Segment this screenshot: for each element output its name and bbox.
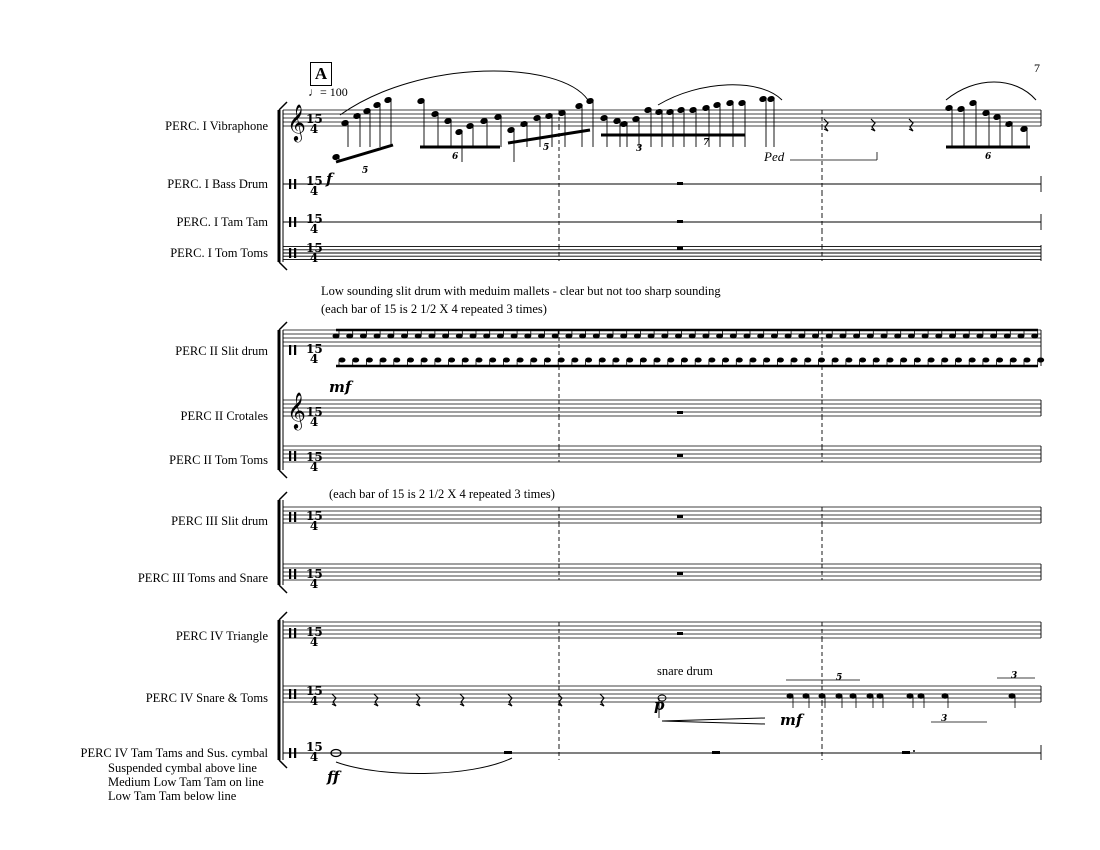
whole-rest [712, 751, 720, 754]
beam [508, 130, 590, 143]
notehead [484, 334, 490, 338]
tie [336, 758, 512, 774]
tuplet-number: 5 [543, 143, 550, 153]
percussion-clef-icon [289, 512, 291, 522]
notehead [785, 334, 791, 338]
time-sig-bass-drum: 15 4 [306, 174, 323, 198]
notehead [497, 334, 503, 338]
notehead [805, 358, 811, 362]
notehead [613, 358, 619, 362]
notehead [764, 358, 770, 362]
notehead [873, 358, 879, 362]
tuplet-number: 5 [362, 166, 369, 176]
time-sig-tam-tam: 15 4 [306, 212, 323, 236]
repeat-note-perc3: (each bar of 15 is 2 1/2 X 4 repeated 3 times) [329, 487, 555, 501]
notehead [867, 334, 873, 338]
notehead [1032, 334, 1038, 338]
slur [946, 82, 1036, 100]
notehead [539, 334, 545, 338]
label-perc2-crotales: PERC II Crotales [180, 409, 268, 423]
notehead [360, 334, 366, 338]
slur [658, 85, 782, 105]
notehead [997, 358, 1003, 362]
bracket-hook [279, 470, 287, 478]
notehead [907, 694, 913, 698]
notehead [634, 334, 640, 338]
staff-lines [283, 110, 1041, 702]
notehead [956, 358, 962, 362]
percussion-clef-icon [289, 748, 291, 758]
notehead [936, 334, 942, 338]
notehead [456, 334, 462, 338]
notehead [640, 358, 646, 362]
notehead [942, 694, 948, 698]
notehead [832, 358, 838, 362]
notehead [374, 334, 380, 338]
slit-drum-instruction: Low sounding slit drum with meduim mallets - clear but not too sharp sounding [321, 284, 721, 298]
quarter-rest [600, 694, 604, 706]
whole-rest [902, 751, 910, 754]
notehead [689, 334, 695, 338]
notehead [462, 358, 468, 362]
dynamic-mf-snare: mf [780, 711, 803, 729]
notehead [854, 334, 860, 338]
rehearsal-mark: A [310, 62, 332, 86]
notehead [887, 358, 893, 362]
percussion-clef-icon [289, 248, 291, 258]
notehead [813, 334, 819, 338]
notehead [717, 334, 723, 338]
bracket-hook [279, 322, 287, 330]
percussion-clef-icon [294, 217, 296, 227]
notehead [750, 358, 756, 362]
dynamic-mf-slit: mf [329, 378, 352, 396]
repeat-note-perc2: (each bar of 15 is 2 1/2 X 4 repeated 3 times) [321, 302, 547, 316]
notehead [908, 334, 914, 338]
notehead [840, 334, 846, 338]
sublabel-medium-tamtam: Medium Low Tam Tam on line [108, 775, 264, 789]
notehead [901, 358, 907, 362]
tuplet-number: 7 [703, 138, 710, 148]
label-perc1-vibraphone: PERC. I Vibraphone [165, 119, 268, 133]
notehead [511, 334, 517, 338]
notehead [490, 358, 496, 362]
notehead [545, 358, 551, 362]
tuplet-number: 5 [836, 673, 843, 683]
dynamic-p: p [654, 696, 665, 714]
label-perc3-toms-snare: PERC III Toms and Snare [137, 571, 268, 585]
bracket-hook [279, 585, 287, 593]
tempo-marking [308, 85, 348, 100]
label-perc4-snare-toms: PERC IV Snare & Toms [145, 691, 268, 705]
perc4-sublabels [108, 761, 264, 803]
tuplet-number: 3 [636, 144, 643, 154]
whole-rest [677, 182, 683, 185]
notehead [380, 358, 386, 362]
notehead [572, 358, 578, 362]
snare-drum-label: snare drum [657, 664, 713, 678]
notehead [654, 358, 660, 362]
quarter-rest [909, 119, 913, 131]
percussion-clef-icon [294, 628, 296, 638]
notehead [1004, 334, 1010, 338]
notehead [819, 358, 825, 362]
notehead [394, 358, 400, 362]
notehead [470, 334, 476, 338]
notehead [895, 334, 901, 338]
label-perc1-tom-toms: PERC. I Tom Toms [170, 246, 268, 260]
treble-clef-icon: 𝄞 [287, 391, 306, 429]
treble-clef-icon: 𝄞 [287, 103, 306, 141]
notehead [877, 694, 883, 698]
notehead [991, 334, 997, 338]
sublabel-low-tamtam: Low Tam Tam below line [108, 789, 237, 803]
notehead [415, 334, 421, 338]
label-perc3-slit-drum: PERC III Slit drum [171, 514, 268, 528]
percussion-clef-icon [289, 179, 291, 189]
whole-rest [677, 411, 683, 414]
notehead [803, 694, 809, 698]
notehead [918, 694, 924, 698]
quarter-rest [332, 694, 336, 706]
slur [340, 71, 588, 115]
time-sig-slit-drum-3: 15 4 [306, 509, 323, 533]
notehead [983, 358, 989, 362]
percussion-clef-icon [294, 512, 296, 522]
notehead [347, 334, 353, 338]
label-perc4-triangle: PERC IV Triangle [175, 629, 268, 643]
time-sig-snare-toms-4: 15 4 [306, 684, 323, 708]
dynamic-f: f [326, 170, 333, 188]
tuplet-number: 3 [1011, 671, 1018, 681]
notehead [846, 358, 852, 362]
notehead [476, 358, 482, 362]
quarter-rest [508, 694, 512, 706]
notehead [580, 334, 586, 338]
pedal-marking: Ped [764, 149, 785, 164]
notehead [558, 358, 564, 362]
notehead [621, 334, 627, 338]
quarter-note-icon: ♩ [308, 85, 320, 99]
notehead [503, 358, 509, 362]
clefs [287, 103, 306, 758]
tuplet-number: 6 [985, 152, 992, 162]
vibraphone-notes [332, 96, 1030, 162]
label-perc1-bass-drum: PERC. I Bass Drum [167, 177, 268, 191]
time-sig-tom-toms: 15 4 [306, 241, 323, 265]
notehead [1024, 358, 1030, 362]
percussion-clef-icon [294, 179, 296, 189]
time-sig-tamtams: 15 4 [306, 740, 323, 764]
quarter-rest [871, 119, 875, 131]
dot [913, 750, 915, 752]
notehead [963, 334, 969, 338]
percussion-clef-icon [289, 628, 291, 638]
tuplet-number: 6 [452, 152, 459, 162]
quarter-rest [824, 119, 828, 131]
whole-rest [677, 632, 683, 635]
quarter-rest [416, 694, 420, 706]
notehead [860, 358, 866, 362]
whole-rest [504, 751, 512, 754]
notehead [850, 694, 856, 698]
percussion-clef-icon [289, 217, 291, 227]
label-perc2-slit-drum: PERC II Slit drum [175, 344, 268, 358]
notehead [627, 358, 633, 362]
bracket-hook [279, 612, 287, 620]
notehead [730, 334, 736, 338]
notehead [435, 358, 441, 362]
label-perc2-tom-toms: PERC II Tom Toms [169, 453, 268, 467]
percussion-clef-icon [289, 451, 291, 461]
dynamic-ff: ff [327, 768, 340, 786]
notehead [736, 358, 742, 362]
notehead [758, 334, 764, 338]
notehead [709, 358, 715, 362]
slit-drum-notes [333, 330, 1044, 366]
notehead [969, 358, 975, 362]
crescendo-hairpin [662, 718, 765, 724]
notehead [836, 694, 842, 698]
notehead [408, 358, 414, 362]
percussion-clef-icon [294, 451, 296, 461]
percussion-clef-icon [289, 345, 291, 355]
bracket-hook [279, 262, 287, 270]
notehead [366, 358, 372, 362]
notehead [744, 334, 750, 338]
notehead [421, 358, 427, 362]
percussion-clef-icon [289, 689, 291, 699]
notehead [339, 358, 345, 362]
tuplet-number: 3 [941, 714, 948, 724]
page-number: 7 [1034, 61, 1040, 75]
notehead [566, 334, 572, 338]
notehead [353, 358, 359, 362]
notehead [914, 358, 920, 362]
notehead [449, 358, 455, 362]
label-perc1-tam-tam: PERC. I Tam Tam [176, 215, 268, 229]
system-brackets [279, 102, 287, 768]
notehead [922, 334, 928, 338]
notehead [388, 334, 394, 338]
beam [336, 145, 393, 162]
notehead [429, 334, 435, 338]
notehead [928, 358, 934, 362]
tempo-value: = 100 [320, 85, 348, 99]
notehead [586, 358, 592, 362]
time-sig-crotales: 15 4 [306, 405, 323, 429]
bracket-hook [279, 102, 287, 110]
notehead [648, 334, 654, 338]
percussion-clef-icon [289, 569, 291, 579]
notehead [703, 334, 709, 338]
time-sig-toms-snare-3: 15 4 [306, 567, 323, 591]
notehead [402, 334, 408, 338]
notehead [1038, 358, 1044, 362]
notehead [695, 358, 701, 362]
notehead [333, 334, 339, 338]
notehead [443, 334, 449, 338]
notehead [668, 358, 674, 362]
whole-rest [677, 220, 683, 223]
notehead [552, 334, 558, 338]
notehead [867, 694, 873, 698]
notehead [777, 358, 783, 362]
notehead [942, 358, 948, 362]
bracket-hook [279, 492, 287, 500]
label-perc4-tamtams-cymbal: PERC IV Tam Tams and Sus. cymbal [80, 746, 268, 760]
time-sig-tom-toms-2: 15 4 [306, 450, 323, 474]
quarter-rest [460, 694, 464, 706]
notehead [826, 334, 832, 338]
barlines [559, 110, 1041, 760]
percussion-clef-icon [294, 748, 296, 758]
notehead [799, 334, 805, 338]
whole-rest [677, 572, 683, 575]
whole-rest [677, 454, 683, 457]
percussion-clef-icon [294, 569, 296, 579]
notehead [723, 358, 729, 362]
percussion-clef-icon [294, 248, 296, 258]
notehead [525, 334, 531, 338]
notehead [881, 334, 887, 338]
percussion-clef-icon [294, 689, 296, 699]
time-sig-slit-drum-2: 15 4 [306, 342, 323, 366]
sublabel-suspended-cymbal: Suspended cymbal above line [108, 761, 257, 775]
notehead [819, 694, 825, 698]
notehead [676, 334, 682, 338]
notehead [1009, 694, 1015, 698]
time-sig-vibraphone: 15 4 [306, 112, 323, 136]
percussion-clef-icon [294, 345, 296, 355]
notehead [599, 358, 605, 362]
notehead [682, 358, 688, 362]
notehead [1018, 334, 1024, 338]
notehead [787, 694, 793, 698]
notehead [607, 334, 613, 338]
notehead [771, 334, 777, 338]
notehead [791, 358, 797, 362]
notehead [517, 358, 523, 362]
notehead [662, 334, 668, 338]
time-sig-triangle: 15 4 [306, 625, 323, 649]
notehead [531, 358, 537, 362]
quarter-rest [374, 694, 378, 706]
whole-rest [677, 515, 683, 518]
notehead [950, 334, 956, 338]
notehead [593, 334, 599, 338]
bracket-hook [279, 760, 287, 768]
whole-rest [677, 247, 683, 250]
notehead [977, 334, 983, 338]
notehead [1010, 358, 1016, 362]
